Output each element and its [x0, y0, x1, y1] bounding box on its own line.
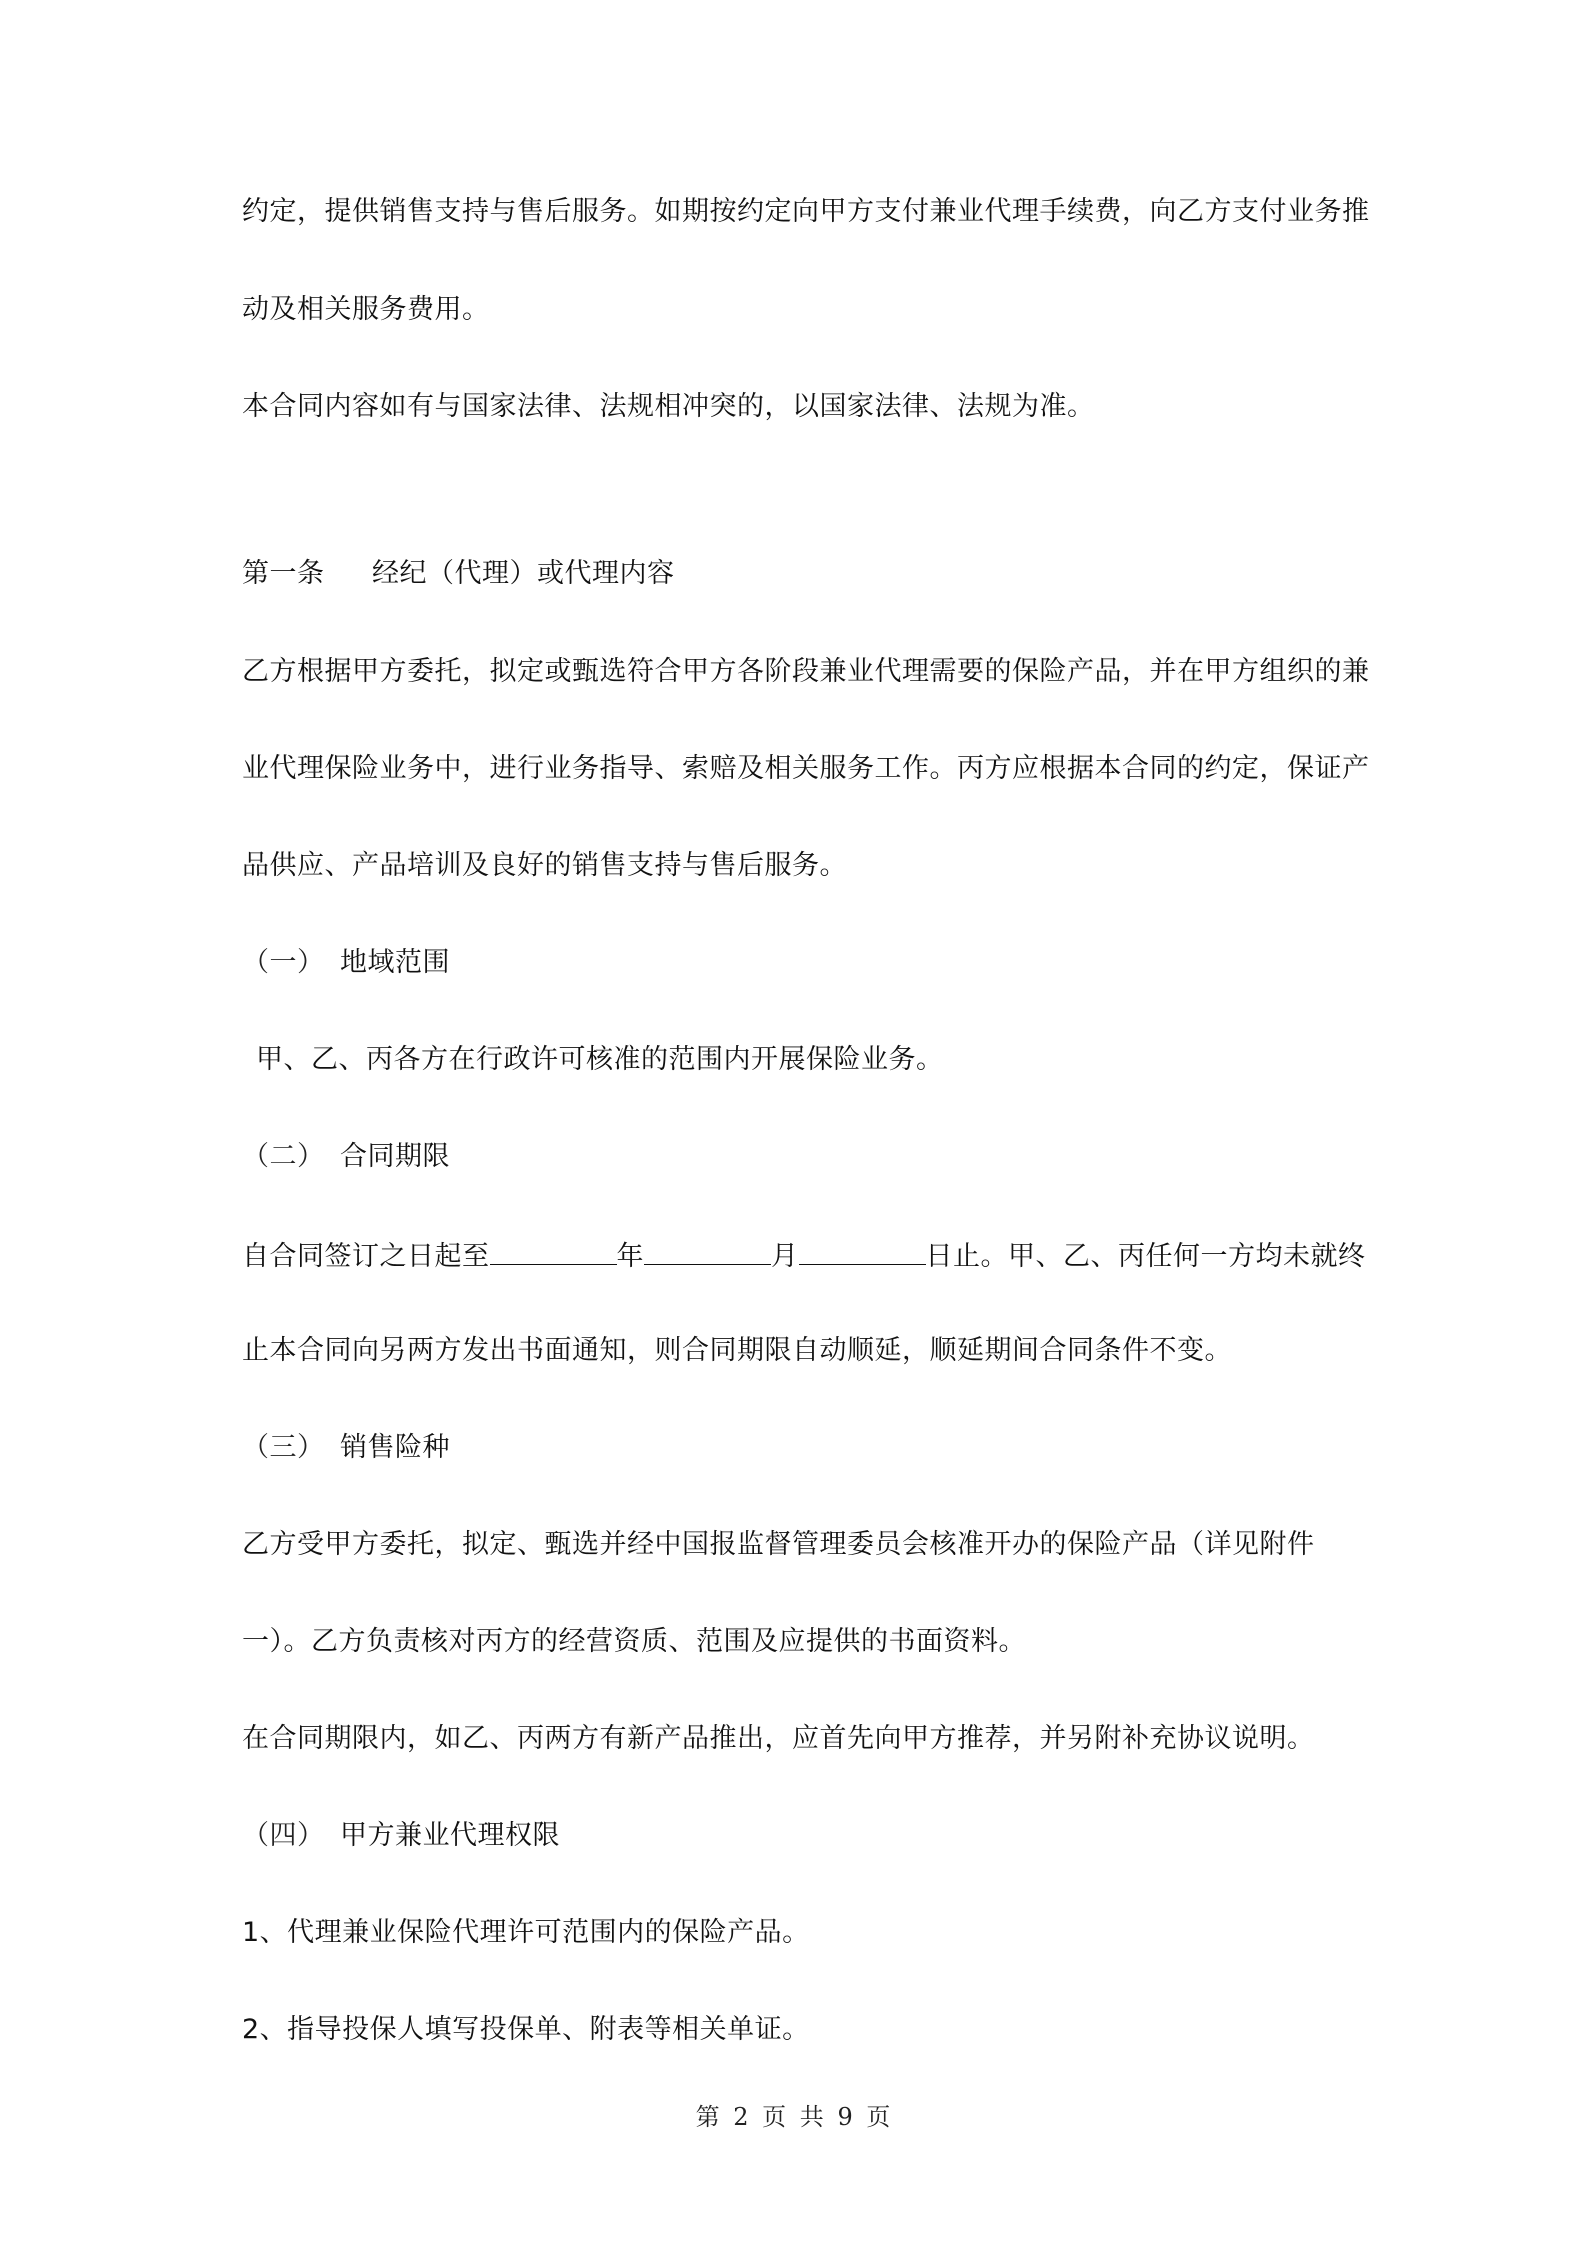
article-number: 第一条 — [242, 558, 325, 589]
section-heading — [242, 1428, 450, 1468]
text-run: 自合同签订之日起至 — [242, 1241, 490, 1272]
fill-in-blank-month[interactable] — [644, 1234, 771, 1265]
paragraph-line: 约定，提供销售支持与售后服务。如期按约定向甲方支付兼业代理手续费，向乙方支付业务推 — [242, 196, 1370, 227]
section-number: （三） — [242, 1432, 325, 1463]
paragraph-line: 乙方受甲方委托，拟定、甄选并经中国报监督管理委员会核准开办的保险产品（详见附件 — [242, 1529, 1315, 1560]
section-number: （四） — [242, 1820, 325, 1851]
section-title: 销售险种 — [340, 1432, 450, 1463]
paragraph-line: 甲、乙、丙各方在行政许可核准的范围内开展保险业务。 — [256, 1044, 944, 1075]
section-number: （二） — [242, 1141, 325, 1172]
section-title: 合同期限 — [340, 1141, 450, 1172]
paragraph-line: 品供应、产品培训及良好的销售支持与售后服务。 — [242, 850, 847, 881]
section-heading — [242, 1816, 560, 1856]
fill-in-blank-day[interactable] — [799, 1234, 926, 1265]
section-number: （一） — [242, 947, 325, 978]
section-title: 地域范围 — [340, 947, 450, 978]
section-heading — [242, 1137, 450, 1177]
section-heading — [242, 943, 450, 983]
paragraph-line: 在合同期限内，如乙、丙两方有新产品推出，应首先向甲方推荐，并另附补充协议说明。 — [242, 1723, 1315, 1754]
paragraph-line: 动及相关服务费用。 — [242, 294, 490, 325]
paragraph-line: 乙方根据甲方委托，拟定或甄选符合甲方各阶段兼业代理需要的保险产品，并在甲方组织的兼 — [242, 656, 1370, 687]
paragraph-line: 止本合同向另两方发出书面通知，则合同期限自动顺延，顺延期间合同条件不变。 — [242, 1335, 1232, 1366]
list-item: 2、指导投保人填写投保单、附表等相关单证。 — [242, 2014, 810, 2045]
section-title: 甲方兼业代理权限 — [340, 1820, 560, 1851]
text-run: 月 — [771, 1241, 799, 1272]
article-heading — [242, 554, 675, 594]
text-run: 日止。甲、乙、丙任何一方均未就终 — [925, 1241, 1366, 1272]
paragraph-line — [242, 1234, 1366, 1277]
page-number-footer: 第 2 页 共 9 页 — [695, 2103, 891, 2131]
article-title: 经纪（代理）或代理内容 — [372, 558, 675, 589]
paragraph-line: 一）。乙方负责核对丙方的经营资质、范围及应提供的书面资料。 — [242, 1626, 1026, 1657]
fill-in-blank-year[interactable] — [490, 1234, 617, 1265]
text-run: 年 — [616, 1241, 644, 1272]
paragraph-line: 本合同内容如有与国家法律、法规相冲突的，以国家法律、法规为准。 — [242, 391, 1095, 422]
paragraph-line: 业代理保险业务中，进行业务指导、索赔及相关服务工作。丙方应根据本合同的约定，保证产 — [242, 753, 1370, 784]
list-item: 1、代理兼业保险代理许可范围内的保险产品。 — [242, 1917, 810, 1948]
